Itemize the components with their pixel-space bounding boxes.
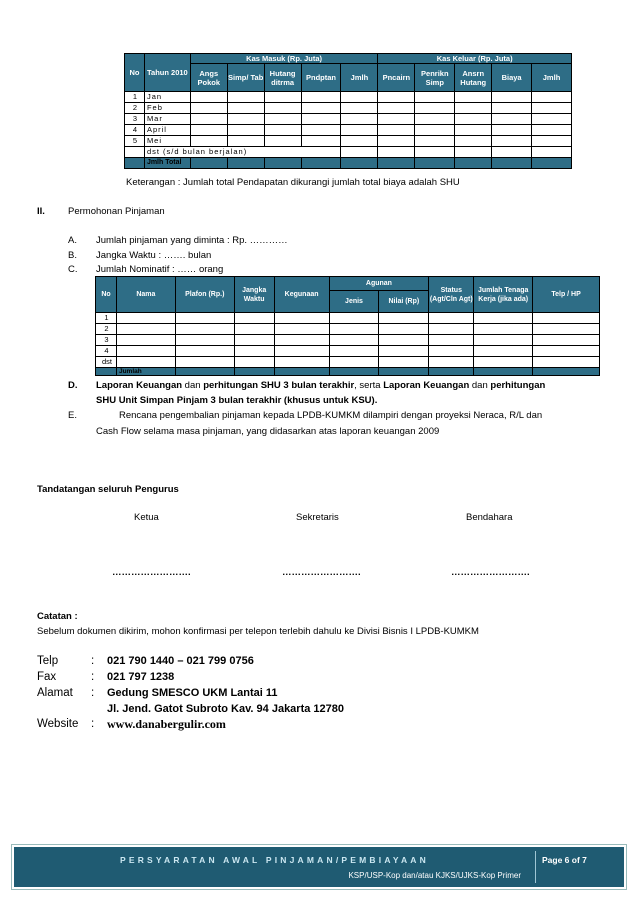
- group-cash-out: Kas Keluar (Rp. Juta): [378, 54, 572, 64]
- group-cash-in: Kas Masuk (Rp. Juta): [190, 54, 378, 64]
- item-letter: A.: [68, 235, 77, 246]
- table-row: 5 Mei: [125, 136, 572, 147]
- role-ketua: Ketua: [134, 512, 159, 523]
- role-sekretaris: Sekretaris: [296, 512, 339, 523]
- col-agunan-nilai: Nilai (Rp): [379, 291, 429, 313]
- col-no: No: [125, 54, 145, 92]
- col-year: Tahun 2010: [144, 54, 190, 92]
- signature-line-sekretaris: …………………….: [282, 567, 361, 578]
- sub-in-header: Hutang ditrma: [264, 64, 301, 92]
- sub-out-header: Pncairn: [378, 64, 415, 92]
- section-title: Permohonan Pinjaman: [68, 206, 165, 217]
- fax-value: 021 797 1238: [107, 671, 175, 683]
- signature-heading: Tandatangan seluruh Pengurus: [37, 484, 179, 495]
- page-footer: [11, 844, 627, 890]
- item-d-line1: Laporan Keuangan dan perhitungan SHU 3 bulan terakhir, serta Laporan Keuangan dan perhitungan: [96, 380, 546, 391]
- table-row: 1: [96, 313, 600, 324]
- table-row: 2 Feb: [125, 103, 572, 114]
- page-number: Page 6 of 7: [542, 855, 587, 865]
- cash-flow-table: [124, 53, 572, 169]
- footer-subtitle: KSP/USP-Kop dan/atau KJKS/UJKS-Kop Primer: [348, 871, 521, 880]
- item-e-line2: Cash Flow selama masa pinjaman, yang didasarkan atas laporan keuangan 2009: [96, 426, 440, 437]
- table-row: 3: [96, 335, 600, 346]
- colon: :: [91, 718, 95, 730]
- col-no: No: [96, 277, 117, 313]
- nominative-table: [95, 276, 600, 376]
- colon: :: [91, 687, 95, 699]
- col-kegunaan: Kegunaan: [274, 277, 329, 313]
- website-link[interactable]: www.danabergulir.com: [107, 717, 226, 731]
- item-letter: B.: [68, 250, 77, 261]
- table-row: 1 Jan: [125, 92, 572, 103]
- alamat-label: Alamat: [37, 687, 73, 699]
- section-numeral: II.: [37, 206, 45, 217]
- item-text: Jumlah Nominatif : …… orang: [96, 264, 224, 275]
- alamat-line2: Jl. Jend. Gatot Subroto Kav. 94 Jakarta 12780: [107, 703, 345, 715]
- item-letter: C.: [68, 264, 78, 275]
- table-row: 4: [96, 346, 600, 357]
- website-label: Website: [37, 718, 79, 730]
- table-row: 2: [96, 324, 600, 335]
- table-row: dst: [96, 357, 600, 368]
- sub-in-header: Jmlh: [341, 64, 378, 92]
- table-row: 3 Mar: [125, 114, 572, 125]
- col-nama: Nama: [116, 277, 175, 313]
- item-letter: D.: [68, 380, 78, 391]
- col-plafon: Plafon (Rp.): [175, 277, 234, 313]
- signature-line-bendahara: …………………….: [451, 567, 530, 578]
- footer-title: PERSYARATAN AWAL PINJAMAN/PEMBIAYAAN: [119, 855, 429, 865]
- telp-value: 021 790 1440 – 021 799 0756: [107, 655, 254, 667]
- col-agunan: Agunan: [329, 277, 429, 291]
- sub-in-header: Simp/ Tab: [227, 64, 264, 92]
- sub-out-header: Penrikn Simp: [415, 64, 455, 92]
- notes-text: Sebelum dokumen dikirim, mohon konfirmasi per telepon terlebih dahulu ke Divisi Bisnis I LPDB-KUMKM: [37, 626, 479, 637]
- keterangan-note: Keterangan : Jumlah total Pendapatan dikurangi jumlah total biaya adalah SHU: [126, 177, 460, 188]
- table-row-total: Jmlh Total: [125, 158, 572, 169]
- alamat-line1: Gedung SMESCO UKM Lantai 11: [107, 687, 278, 699]
- colon: :: [91, 655, 95, 667]
- telp-label: Telp: [37, 655, 59, 667]
- table-row: 4 April: [125, 125, 572, 136]
- sub-in-header: Pndptan: [301, 64, 341, 92]
- col-tenaga-kerja: Jumlah Tenaga Kerja (jika ada): [474, 277, 533, 313]
- fax-label: Fax: [37, 671, 57, 683]
- table-row-total: Jumlah: [96, 368, 600, 376]
- col-status: Status (Agt/Cln Agt): [429, 277, 474, 313]
- item-letter: E.: [68, 410, 77, 421]
- sub-out-header: Ansrn Hutang: [455, 64, 492, 92]
- col-jangka: Jangka Waktu: [234, 277, 274, 313]
- item-text: Jangka Waktu : ……. bulan: [96, 250, 212, 261]
- item-e-line1: Rencana pengembalian pinjaman kepada LPDB-KUMKM dilampiri dengan proyeksi Neraca, R/L dan: [119, 410, 543, 421]
- role-bendahara: Bendahara: [466, 512, 513, 523]
- table-row-dst: dst (s/d bulan berjalan): [125, 147, 572, 158]
- sub-out-header: Jmlh: [532, 64, 572, 92]
- colon: :: [91, 671, 95, 683]
- footer-bar: [14, 847, 624, 887]
- col-agunan-jenis: Jenis: [329, 291, 379, 313]
- signature-line-ketua: …………………….: [112, 567, 191, 578]
- sub-in-header: Angs Pokok: [190, 64, 227, 92]
- item-text: Jumlah pinjaman yang diminta : Rp. …………: [96, 235, 288, 246]
- sub-out-header: Biaya: [492, 64, 532, 92]
- item-d-line2: SHU Unit Simpan Pinjam 3 bulan terakhir (khusus untuk KSU).: [96, 395, 378, 406]
- col-telp: Telp / HP: [533, 277, 600, 313]
- notes-heading: Catatan :: [37, 611, 78, 622]
- footer-divider: [535, 851, 536, 883]
